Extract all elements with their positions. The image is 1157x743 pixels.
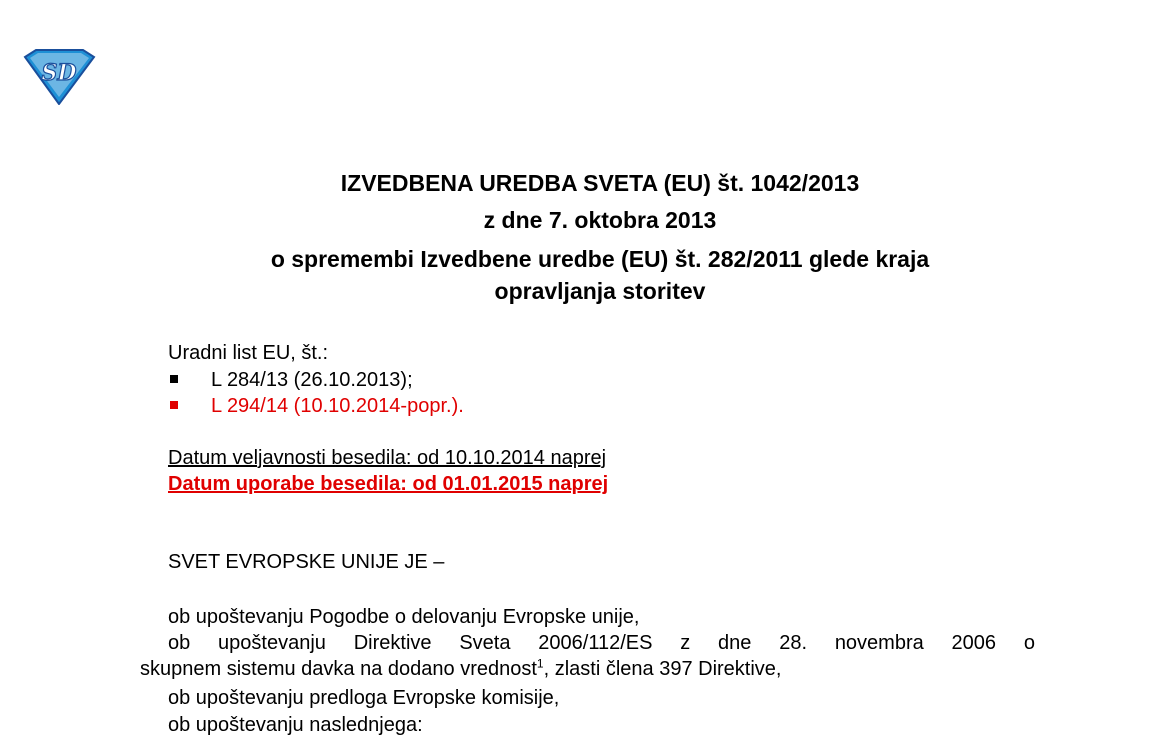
official-journal-item-2: L 294/14 (10.10.2014-popr.).	[211, 395, 464, 417]
word: 28.	[779, 632, 808, 654]
bullet-icon	[170, 401, 178, 409]
word: dne	[718, 632, 752, 654]
logo-text: SD	[41, 60, 77, 86]
word: ob	[168, 632, 191, 654]
official-journal-label: Uradni list EU, št.:	[168, 342, 329, 364]
word: novembra	[834, 632, 924, 654]
use-date: Datum uporabe besedila: od 01.01.2015 naprej	[168, 473, 609, 495]
validity-date: Datum veljavnosti besedila: od 10.10.2014 naprej	[168, 447, 607, 469]
recital-whereas: ob upoštevanju naslednjega:	[168, 714, 423, 736]
word: 2006/112/ES	[538, 632, 653, 654]
sd-logo-icon	[22, 49, 97, 105]
word: upoštevanju	[218, 632, 326, 654]
word: 2006	[951, 632, 997, 654]
word: o	[1023, 632, 1035, 654]
word: z	[680, 632, 691, 654]
recital-directive-text-end: , zlasti člena 397 Direktive,	[543, 658, 782, 680]
council-heading: SVET EVROPSKE UNIJE JE –	[168, 551, 445, 573]
document-date: z dne 7. oktobra 2013	[483, 207, 717, 233]
word: Sveta	[459, 632, 511, 654]
document-title: IZVEDBENA UREDBA SVETA (EU) št. 1042/2013	[340, 170, 860, 196]
recital-commission-proposal: ob upoštevanju predloga Evropske komisije,	[168, 687, 560, 709]
bullet-icon	[170, 375, 178, 383]
official-journal-item-1: L 284/13 (26.10.2013);	[211, 369, 413, 391]
recital-treaty: ob upoštevanju Pogodbe o delovanju Evropske unije,	[168, 606, 640, 628]
recital-directive-line-2	[140, 656, 781, 682]
document-subject-line-1: o spremembi Izvedbene uredbe (EU) št. 282/2011 glede kraja	[270, 246, 930, 272]
recital-directive-line-1	[168, 630, 1035, 656]
footnote-reference[interactable]: 1	[536, 656, 544, 671]
document-subject-line-2: opravljanja storitev	[494, 278, 706, 304]
word: Direktive	[353, 632, 432, 654]
recital-directive-text: skupnem sistemu davka na dodano vrednost	[140, 658, 537, 680]
